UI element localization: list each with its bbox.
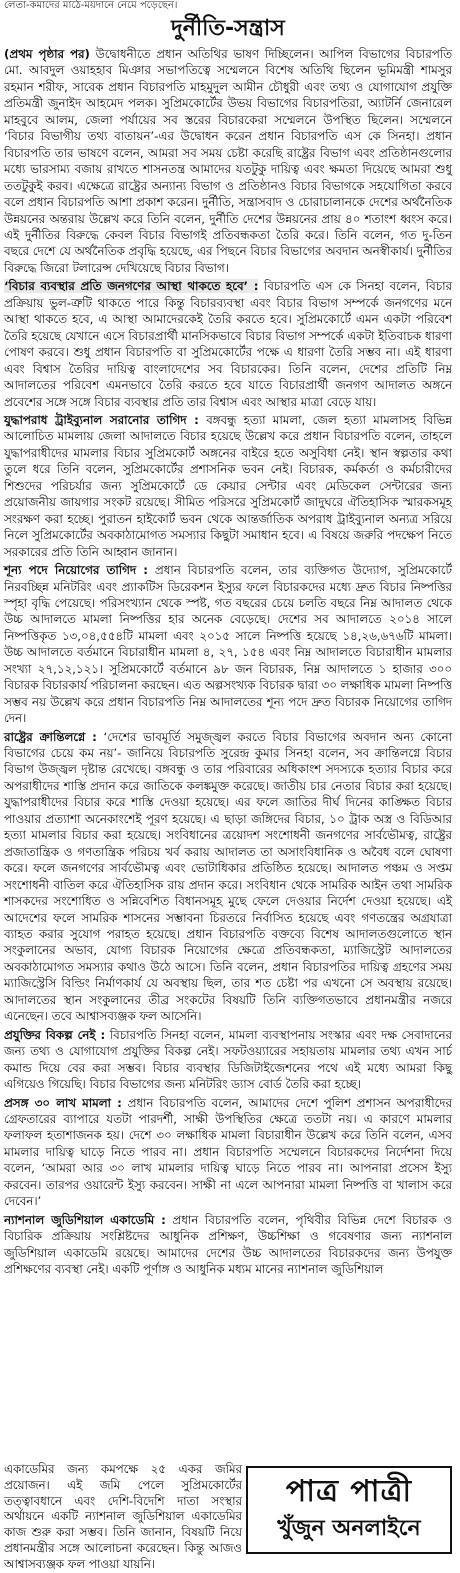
section-cases bbox=[4, 1095, 452, 1210]
section-heading: রাষ্ট্রের ক্রান্তিলগ্নে : bbox=[4, 729, 97, 744]
section-text: বিচারপতি এস কে সিনহা বলেন, বিচার প্রক্রিয়ায় ভুল-ত্রুটি থাকতে পারে কিন্তু বিচারব্যবস্থা এবং বিচার বিভাগ সম্পর্কে জনগণের মনে আস্থা থাকতে হবে, এ আস্থা আমাদেরকেই তৈরি করতে হবে। সুপ্রিমকোর্টে এমন একটা পরিবেশ তৈরি হয়েছে যেখানে এসে বিচারপ্রার্থী মানসিকভাবে বিচার বিভাগ সম্পর্কে একটা ইতিবাচক ধারণা পোষণ করবে। শুধু প্রধান বিচারপতি বা সুপ্রিমকোর্টের পক্ষে এ ধারণা তৈরি সম্ভব না। এই ধারণা এবং বিশ্বাস তৈরির দায়িত্ব বাংলাদেশের সব বিচারকের। তিনি বলেন, দেশের প্রতিটি নিম্ন আদালতের পরিবেশ এমনভাবে তৈরি করতে হবে যাতে বিচারপ্রার্থী জনগণ আদালত অঙ্গনে প্রবেশের সঙ্গে সঙ্গে বিচার ব্যবস্থার প্রতি তার বিশ্বাস এবং আস্থার মাত্রা বেড়ে যায়। bbox=[4, 279, 452, 409]
section-text: বিচারপতি সিনহা বলেন, মামলা ব্যবস্থাপনায় সংস্কার এবং দক্ষ সেবাদানের জন্য তথ্য ও যোগাযোগ প্রযুক্তির বিকল্প নেই। সফটওয়্যারের সহায়তায় মামলার তথ্য এখন সার্চ কমান্ড দিয়ে বের করা সম্ভব। বিচার ব্যবস্থার ডিজিটাইজেশনের পথে এই মধ্যে আমরা কিছু এগিয়েও গিয়েছি। বিচার বিভাগের জন্য মনিটরিং ড্যাস বোর্ড তৈরি করা হচ্ছে। bbox=[4, 1027, 452, 1092]
intro-paragraph bbox=[4, 46, 452, 276]
section-academy bbox=[4, 1212, 452, 1278]
section-heading: ন্যাশনাল জুডিশিয়াল একাডেমি : bbox=[4, 1212, 166, 1227]
section-heading: শূন্য পদে নিয়োগের তাগিদ : bbox=[4, 563, 149, 578]
section-text: ‘দেশের ভাবমূর্তি সমুজ্জ্বল করতে বিচার বিভাগের অবদান অন্য কোনো বিভাগের চেয়ে কম নয়’- জানিয়ে বিচারপতি সুরেন্দ্র কুমার সিনহা বলেন, সব ক্রান্তিলগ্নে বিচার বিভাগ উজ্জ্বল দৃষ্টান্ত রেখেছে। বঙ্গবন্ধু ও তার পরিবারের অধিকাংশ সদস্যকে হত্যার বিচার করে অপরাধীদের শাস্তি প্রদান করে জাতিকে কলঙ্কমুক্ত করেছে। জাতীয় চার নেতার বিচার করা হয়েছে। যুদ্ধাপরাধীদের বিচার করে শাস্তি দেওয়া হয়েছে। এর ফলে জাতির দীর্ঘ দিনের কাঙ্ক্ষিত বিচার পাওয়ার প্রত্যাশা অনেকাংশেই পূরণ হয়েছে। এ ছাড়া জঙ্গিদের বিচার, ১০ ট্রাক অস্ত্র ও বিডিআর হত্যা মামলার বিচার করা হয়েছে। সংবিধানের ত্রয়োদশ সংশোধনী জনগণের সার্বভৌমত্ব, রাষ্ট্রের প্রজাতান্ত্রিক ও গণতান্ত্রিক পরিচয় খর্ব করায় আদালত তা অসাংবিধানিক ও অবৈধ বলে ঘোষণা করে। ফলে জনগণের সার্বভৌমত্ব এবং ভোটাধিকার প্রতিষ্ঠিত হয়েছে। আদালত পঞ্চম ও সপ্তম সংশোধনী বাতিল করে ঐতিহাসিক রায় প্রদান করে। সংবিধান থেকে সামরিক আইন তথা সামরিক শাসকদের সংশোধিত ও সন্নিবেশিত বিধানসমূহ মুছে ফেলে দেওয়ার নির্দেশ দেওয়া হয়েছে। এই আদেশের ফলে সামরিক শাসনের সম্ভাবনা চিরতরে নির্বাসিত হয়েছে এবং গণতন্ত্রের অগ্রযাত্রা ব্যাহত করার সুযোগ পরাহত হয়েছে। প্রধান বিচারপতি বক্তব্যে বিশেষ আদালতগুলোতে স্থান সংকুলানের অভাব, যোগ্য বিচারক নিয়োগের ক্ষেত্রে প্রতিবন্ধকতা, ম্যাজিস্ট্রেট আদালতের অবকাঠামোগত সমস্যার কথাও উঠে আসে। তিনি বলেন, প্রধান বিচারপতির দায়িত্ব গ্রহণের সময় ম্যাজিস্ট্রেসি বিল্ডিং নির্মাণকার্য যে অবস্থায় ছিল, তার শত চেষ্টা পর এখনো সে অবস্থায় রয়েছে। আদালতের স্থান সংকুলানের তীব্র সংকটের বিষয়টি তিনি ব্যক্তিগতভাবে প্রধানমন্ত্রীর নজরে এনেছেন। তবে আশ্বাসব্যঞ্জক ফল আসেনি। bbox=[4, 729, 453, 1024]
section-heading: যুদ্ধাপরাধ ট্রাইব্যুনাল সরানোর তাগিদ : bbox=[4, 412, 199, 427]
article-body bbox=[4, 46, 452, 1462]
article-tail-column: একাডেমির জন্য কমপক্ষে ২৫ একর জমির প্রয়োজন। এই জমি পেলে সুপ্রিমকোর্টের তত্ত্বাবধানে এবং দেশি-বিদেশি দাতা সংস্থার অর্থায়নে একটি ন্যাশনাল জুডিশিয়াল একাডেমির কাজ শুরু করা সম্ভব। তিনি জানান, বিষয়টি নিয়ে প্রধানমন্ত্রীর সঙ্গে আলোচনা করেছেন। কিন্তু আজও আশ্বাসব্যঞ্জক ফল পাওয়া যায়নি। bbox=[4, 1462, 242, 1571]
section-heading: প্রযুক্তির বিকল্প নেই : bbox=[4, 1027, 106, 1042]
section-technology bbox=[4, 1027, 452, 1093]
ad-title: পাত্র পাত্রী bbox=[285, 1474, 413, 1509]
section-text: বঙ্গবন্ধু হত্যা মামলা, জেল হত্যা মামলাসহ বিভিন্ন আলোচিত মামলায় জেলা আদালতে বিচার হয়েছে উল্লেখ করে প্রধান বিচারপতি বলেন, তাহলে যুদ্ধাপরাধীদের মামলার বিচার সুপ্রিমকোর্ট অঙ্গনের বাইরে হতে অসুবিধা নেই। স্থান স্বল্পতার কথা তুলে ধরে তিনি বলেন, সুপ্রিমকোর্টের প্রশাসনিক ভবন নেই। বিচারক, কর্মকর্তা ও কর্মচারীদের শিশুদের পরিচর্যার জন্য সুপ্রিমকোর্টে ডে কেয়ার সেন্টার এবং মেডিকেল সেন্টারের জন্য প্রয়োজনীয় জায়গার সংকট রয়েছে। সীমিত পরিসরে সুপ্রিমকোর্ট জাদুঘরে ঐতিহাসিক স্মারকসমূহ সংরক্ষণ করা হচ্ছে। পুরাতন হাইকোর্ট ভবন থেকে আন্তর্জাতিক অপরাধ ট্রাইব্যুনাল অন্যত্র সরিয়ে নিলে সুপ্রিমকোর্টের অবকাঠামোগত সমস্যার কিছুটা সমাধান হবে। এ বিষয়ে জরুরি পদক্ষেপ নিতে সরকারের প্রতি তিনি আহ্বান জানান। bbox=[4, 412, 452, 559]
previous-article-tail: লেতা-কমাদের মাঠে-ময়দানে নেমে পড়েছেন। bbox=[4, 0, 178, 11]
section-vacancy bbox=[4, 562, 452, 727]
article-headline: দুর্নীতি-সন্ত্রাস bbox=[171, 16, 285, 41]
section-text: প্রধান বিচারপতি বলেন, আমাদের দেশে পুলিশ প্রশাসন অপরাধীদের গ্রেফতারের ব্যাপারে যতটা পারদর্শী, সাক্ষী উপস্থিতির ক্ষেত্রে ততটা নয়। এ কারণে মামলার ফলাফল হতাশাজনক হয়। দেশে ৩০ লক্ষাধিক মামলা বিচারাধীন উল্লেখ করে তিনি বলেন, এসব মামলার দায়িত্ব ঘাড়ে নিতে পারব না। প্রধান বিচারপতি সম্মেলনে বিচারকদের নির্দেশনা দিয়ে বলেন, ‘আমরা আর ৩০ লাখ মামলার দায়িত্ব ঘাড়ে নিতে পারব না। আপনারা প্রসেস ইস্যু করবেন। তারপর ওয়ারেন্ট ইস্যু করবেন। সাক্ষী না এলে আপনারা মামলা নিষ্পত্তি বা খালাস করে দেবেন।’ bbox=[4, 1095, 452, 1209]
section-crisis bbox=[4, 729, 452, 1025]
section-heading: ‘বিচার ব্যবস্থার প্রতি জনগণের আস্থা থাকতে হবে’ : bbox=[4, 279, 259, 294]
section-trust bbox=[4, 278, 452, 410]
continuation-label: (প্রথম পৃষ্ঠার পর) bbox=[4, 47, 90, 61]
ad-subtitle: খুঁজুন অনলাইনে bbox=[277, 1516, 421, 1541]
section-text: প্রধান বিচারপতি বলেন, পৃথিবীর বিভিন্ন দেশে বিচারক ও বিচারিক প্রক্রিয়ায় সংশ্লিষ্টদের আধুনিক প্রশিক্ষণ, উচ্চশিক্ষা ও গবেষণার জন্য ন্যাশনাল জুডিশিয়াল একাডেমি রয়েছে। আমাদের দেশের উচ্চ আদালতের বিচারকদের জন্য উপযুক্ত প্রশিক্ষণের ব্যবস্থা নেই। একটি পূর্ণাঙ্গ ও আধুনিক মধ্যম মানের ন্যাশনাল জুডিশিয়াল bbox=[4, 1212, 452, 1277]
section-heading: প্রসঙ্গ ৩০ লাখ মামলা : bbox=[4, 1095, 122, 1110]
section-text: প্রধান বিচারপতি বলেন, তার ব্যক্তিগত উদ্যোগ, সুপ্রিমকোর্টে নিরবচ্ছিন্ন মনিটরিং এবং প্র্যাকটিস ডিরেকশন ইস্যুর ফলে বিচারকদের মধ্যে দ্রুত বিচার নিষ্পত্তির স্পৃহা বৃদ্ধি পেয়েছে। পরিসংখ্যান থেকে স্পষ্ট, গত বছরের চেয়ে চলতি বছরে নিম্ন আদালত থেকে উচ্চ আদালতে মামলা নিষ্পত্তির হার অনেক বেড়েছে। দেশের সব আদালতে ২০১৪ সালে নিষ্পত্তিকৃত ১৩,০৪,৫৫৪টি মামলা এবং ২০১৫ সালে নিষ্পত্তি হয়েছে ১৪,২৬,৬৭৬টি মামলা। উচ্চ আদালতে বর্তমানে বিচারাধীন মামলা ৪, ২৭, ১৫৪ এবং নিম্ন আদালতে বিচারাধীন মামলার সংখ্যা ২৭,১২,১২১। সুপ্রিমকোর্টে বর্তমানে ৯৮ জন বিচারক, নিম্ন আদালতে ১ হাজার ৩০০ বিচারক বিচারকার্য পরিচালনা করছেন। এত অল্পসংখ্যক বিচারক দ্বারা ৩০ লক্ষাধিক মামলা নিষ্পত্তি সম্ভব নয় উল্লেখ করে প্রধান বিচারপতি নিম্ন আদালতের শূন্য পদে দ্রুত বিচারক নিয়োগের তাগিদ দেন। bbox=[4, 563, 452, 726]
matrimonial-advertisement bbox=[246, 1466, 452, 1554]
section-tribunal bbox=[4, 412, 452, 560]
intro-text: উদ্বোধনীতে প্রধান অতিথির ভাষণ দিচ্ছিলেন। আপিল বিভাগের বিচারপতি মো. আবদুল ওয়াহহাব মিঞার সভাপতিত্বে সম্মেলনে বিশেষ অতিথি ছিলেন ভূমিমন্ত্রী শামসুর রহমান শরীফ, সাবেক প্রধান বিচারপতি মাহমুদুল আমীন চৌধুরী এবং তথ্য ও যোগাযোগ প্রযুক্তি প্রতিমন্ত্রী জুনাইদ আহমেদ পলক। সুপ্রিমকোর্টের উভয় বিভাগের বিচারপতিরা, অ্যাটর্নি জেনারেল মাহবুবে আলম, জেলা পর্যায়ের সব স্তরের বিচারকেরা সম্মেলনে উপস্থিত ছিলেন। সম্মেলনে ‘বিচার বিভাগীয় তথ্য বাতায়ন’-এর উদ্বোধন করেন প্রধান বিচারপতি এস কে সিনহা। প্রধান বিচারপতি তার ভাষণে বলেন, আমরা সব সময় চেষ্টা করেছি রাষ্ট্রের বিভাগ এবং প্রতিষ্ঠানগুলোর মধ্যে ভারসাম্য বজায় রাখতে শাসনতন্ত্র আমাদের যতটুকু দায়িত্ব এবং ক্ষমতা দিয়েছে আমরা শুধু ততটুকুই করব। এক্ষেত্রে রাষ্ট্রের অন্যান্য বিভাগ ও প্রতিষ্ঠানও বিচার বিভাগকে সহযোগিতা করবে বলে প্রধান বিচারপতি আশা প্রকাশ করেন। দুর্নীতি, সন্ত্রাসবাদ ও চোরাচালানকে দেশের অর্থনৈতিক উন্নয়নের অন্তরায় উল্লেখ করে তিনি বলেন, দুর্নীতি দেশের উন্নয়নের প্রায় ৪০ শতাংশ ধ্বংস করে। এই দুর্নীতির বিরুদ্ধে কেবল বিচার বিভাগই প্রতিবন্ধকতা তৈরি করে। তিনি বলেন, গত দু-তিন বছরে দেশে যে অর্থনৈতিক প্রবৃদ্ধি হয়েছে, এর পিছনে বিচার বিভাগের অবদান অনস্বীকার্য। দুর্নীতির বিরুদ্ধে জিরো টলারেন্স দেখিয়েছে বিচার বিভাগ। bbox=[4, 47, 453, 275]
